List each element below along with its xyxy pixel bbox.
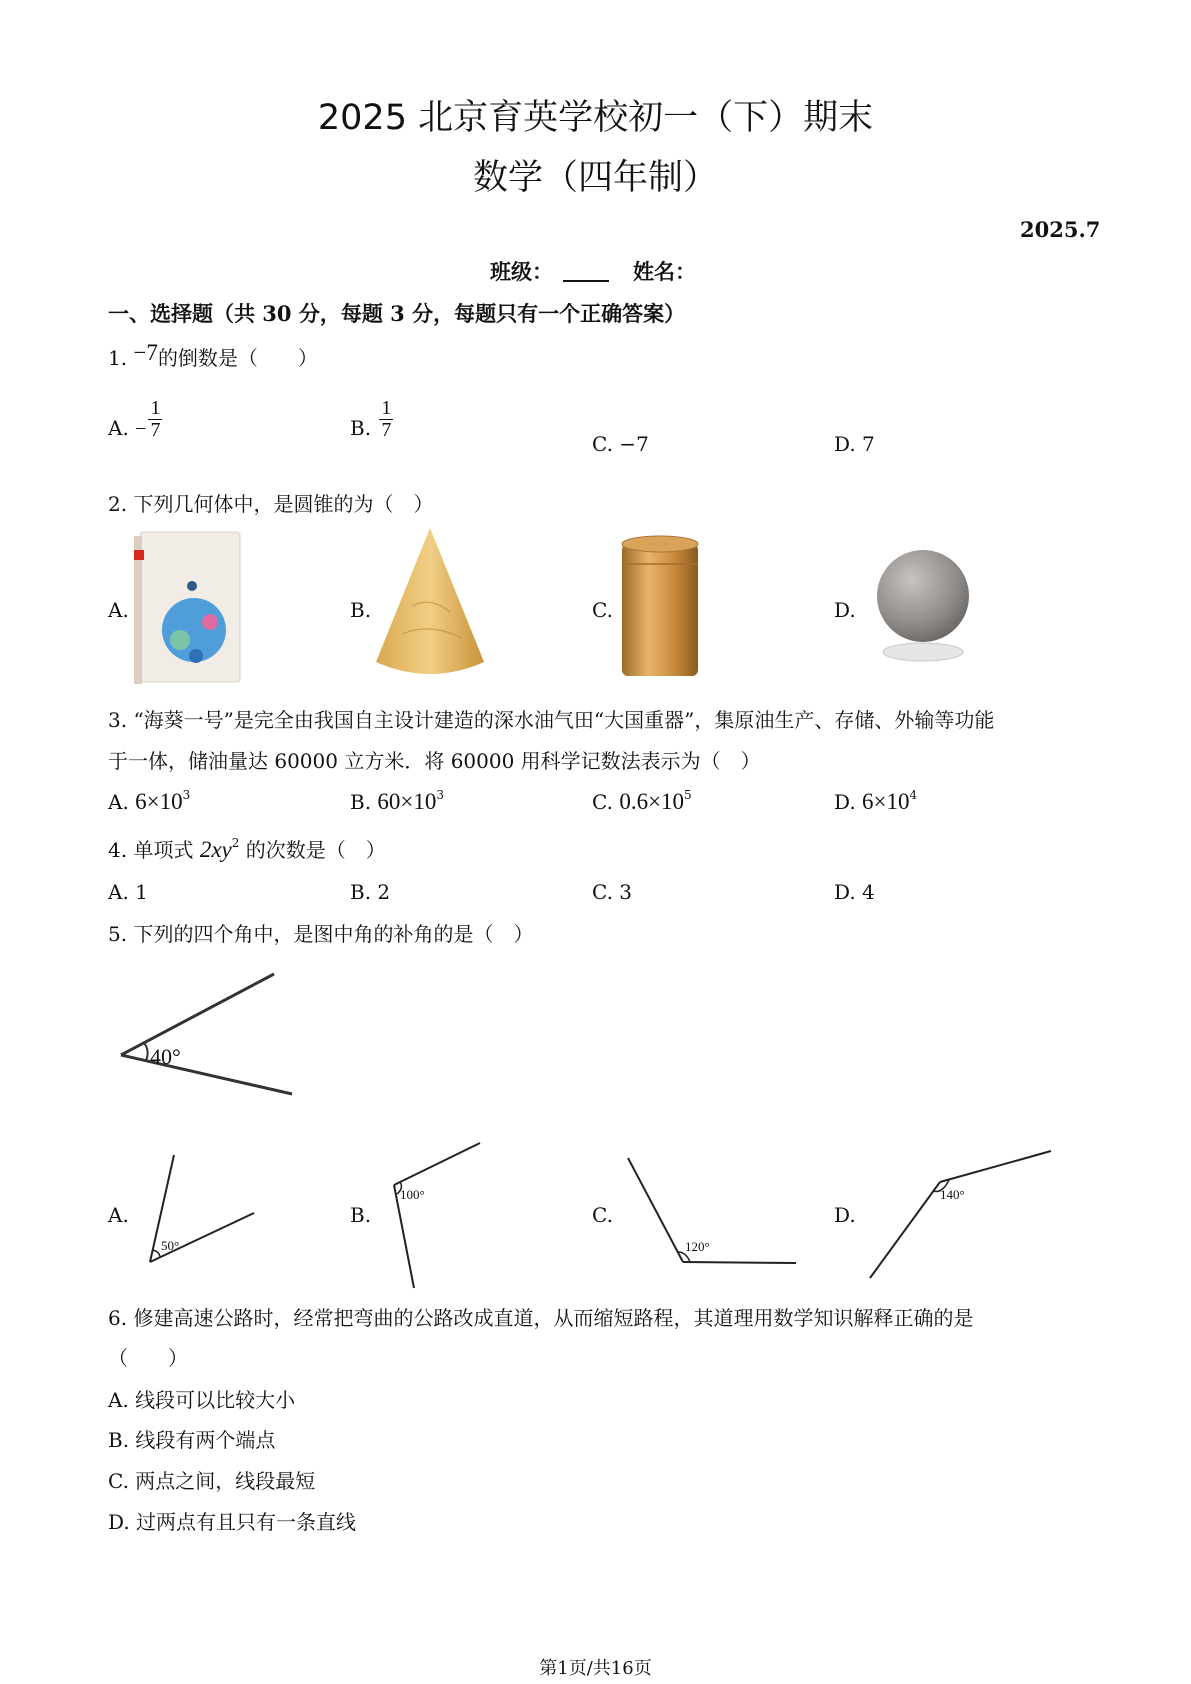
main-angle-figure: [121, 974, 292, 1094]
section-heading: 一、选择题（共 30 分，每题 3 分，每题只有一个正确答案）: [108, 301, 686, 326]
main-angle-label: 40°: [150, 1044, 181, 1069]
q2-option-a-label[interactable]: A.: [108, 598, 129, 622]
q5-option-a-label[interactable]: A.: [108, 1203, 129, 1227]
q1-option-d[interactable]: D. 7: [834, 432, 875, 456]
b-angle-label: 100°: [400, 1187, 425, 1202]
question-6-line-2: （ ）: [108, 1346, 188, 1370]
q6-option-b[interactable]: B. 线段有两个端点: [108, 1428, 276, 1452]
q4-option-b[interactable]: B. 2: [350, 880, 391, 904]
option-d-angle-figure: [870, 1151, 1051, 1278]
q3-d-exp: 4: [909, 788, 918, 802]
q4-suffix: 的次数是（ ）: [245, 838, 386, 862]
question-6-line-1: 6. 修建高速公路时，经常把弯曲的公路改成直道，从而缩短路程，其道理用数学知识解释正确的是: [108, 1306, 974, 1330]
q1-b-label: B.: [350, 416, 372, 440]
q5-option-c-label[interactable]: C.: [592, 1203, 613, 1227]
q6-option-c[interactable]: C. 两点之间，线段最短: [108, 1469, 316, 1493]
name-label: 姓名：: [633, 259, 696, 284]
q4-expr: 2xy: [199, 837, 232, 862]
q1-b-numerator: 1: [381, 397, 392, 419]
q2-option-b-label[interactable]: B.: [350, 598, 372, 622]
q5-option-b-label[interactable]: B.: [350, 1203, 372, 1227]
d-angle-ray-1: [940, 1151, 1051, 1182]
q3-d-label: D.: [834, 790, 856, 814]
c-angle-label: 120°: [685, 1239, 710, 1254]
b-angle-ray-1: [394, 1143, 480, 1185]
q2-option-d-label[interactable]: D.: [834, 598, 856, 622]
main-angle-ray-upper: [121, 974, 274, 1055]
q1-a-label: A.: [108, 416, 129, 440]
q1-a-numerator: 1: [150, 397, 161, 419]
q3-a-exp: 3: [182, 788, 191, 802]
q6-option-d[interactable]: D. 过两点有且只有一条直线: [108, 1510, 357, 1534]
q2-option-c-label[interactable]: C.: [592, 598, 613, 622]
q4-option-c[interactable]: C. 3: [592, 880, 633, 904]
d-angle-label: 140°: [940, 1187, 965, 1202]
q1-a-denominator: 7: [150, 419, 161, 441]
question-3-line-2: 于一体，储油量达 60000 立方米．将 60000 用科学记数法表示为（ ）: [108, 749, 761, 773]
exam-title: 2025 北京育英学校初一（下）期末: [317, 98, 874, 138]
q1-text: 的倒数是（ ）: [157, 346, 318, 370]
q1-number: 1.: [108, 346, 128, 370]
option-b-angle-figure: [394, 1143, 480, 1288]
q5-option-d-label[interactable]: D.: [834, 1203, 856, 1227]
q1-option-c[interactable]: C. −7: [592, 432, 649, 456]
option-a-angle-figure: [150, 1155, 254, 1262]
c-angle-ray-2: [683, 1262, 796, 1263]
q1-expr: −7: [133, 340, 158, 365]
exam-date: 2025.7: [1020, 217, 1101, 242]
q3-a-label: A.: [108, 790, 129, 814]
q4-exp: 2: [231, 836, 240, 850]
class-label: 班级：: [490, 259, 553, 284]
a-angle-label: 50°: [161, 1238, 180, 1253]
main-angle-arc: [144, 1043, 148, 1061]
q3-b-exp: 3: [436, 788, 445, 802]
option-c-angle-figure: [628, 1158, 796, 1263]
d-angle-ray-2: [870, 1182, 940, 1278]
c-angle-ray-1: [628, 1158, 683, 1262]
q3-c-label: C.: [592, 790, 613, 814]
q3-b-label: B.: [350, 790, 372, 814]
q4-option-a[interactable]: A. 1: [108, 880, 148, 904]
q3-c-base: 0.6×10: [619, 789, 685, 814]
question-3-line-1: 3. “海葵一号”是完全由我国自主设计建造的深水油气田“大国重器”，集原油生产、存储、外输等功能: [108, 708, 995, 732]
exam-subtitle: 数学（四年制）: [472, 158, 718, 198]
q3-a-base: 6×10: [135, 789, 183, 814]
q3-d-base: 6×10: [862, 789, 910, 814]
q1-b-denominator: 7: [381, 419, 392, 441]
q6-option-a[interactable]: A. 线段可以比较大小: [108, 1388, 296, 1412]
page-number: 第1页/共16页: [539, 1658, 652, 1679]
q3-b-base: 60×10: [377, 789, 437, 814]
q4-option-d[interactable]: D. 4: [834, 880, 875, 904]
q3-c-exp: 5: [684, 788, 692, 802]
question-5: 5. 下列的四个角中，是图中角的补角的是（ ）: [108, 922, 534, 946]
q1-a-sign: −: [135, 418, 147, 440]
q4-prefix: 4. 单项式: [108, 838, 194, 862]
question-2: 2. 下列几何体中，是圆锥的为（ ）: [108, 492, 434, 516]
